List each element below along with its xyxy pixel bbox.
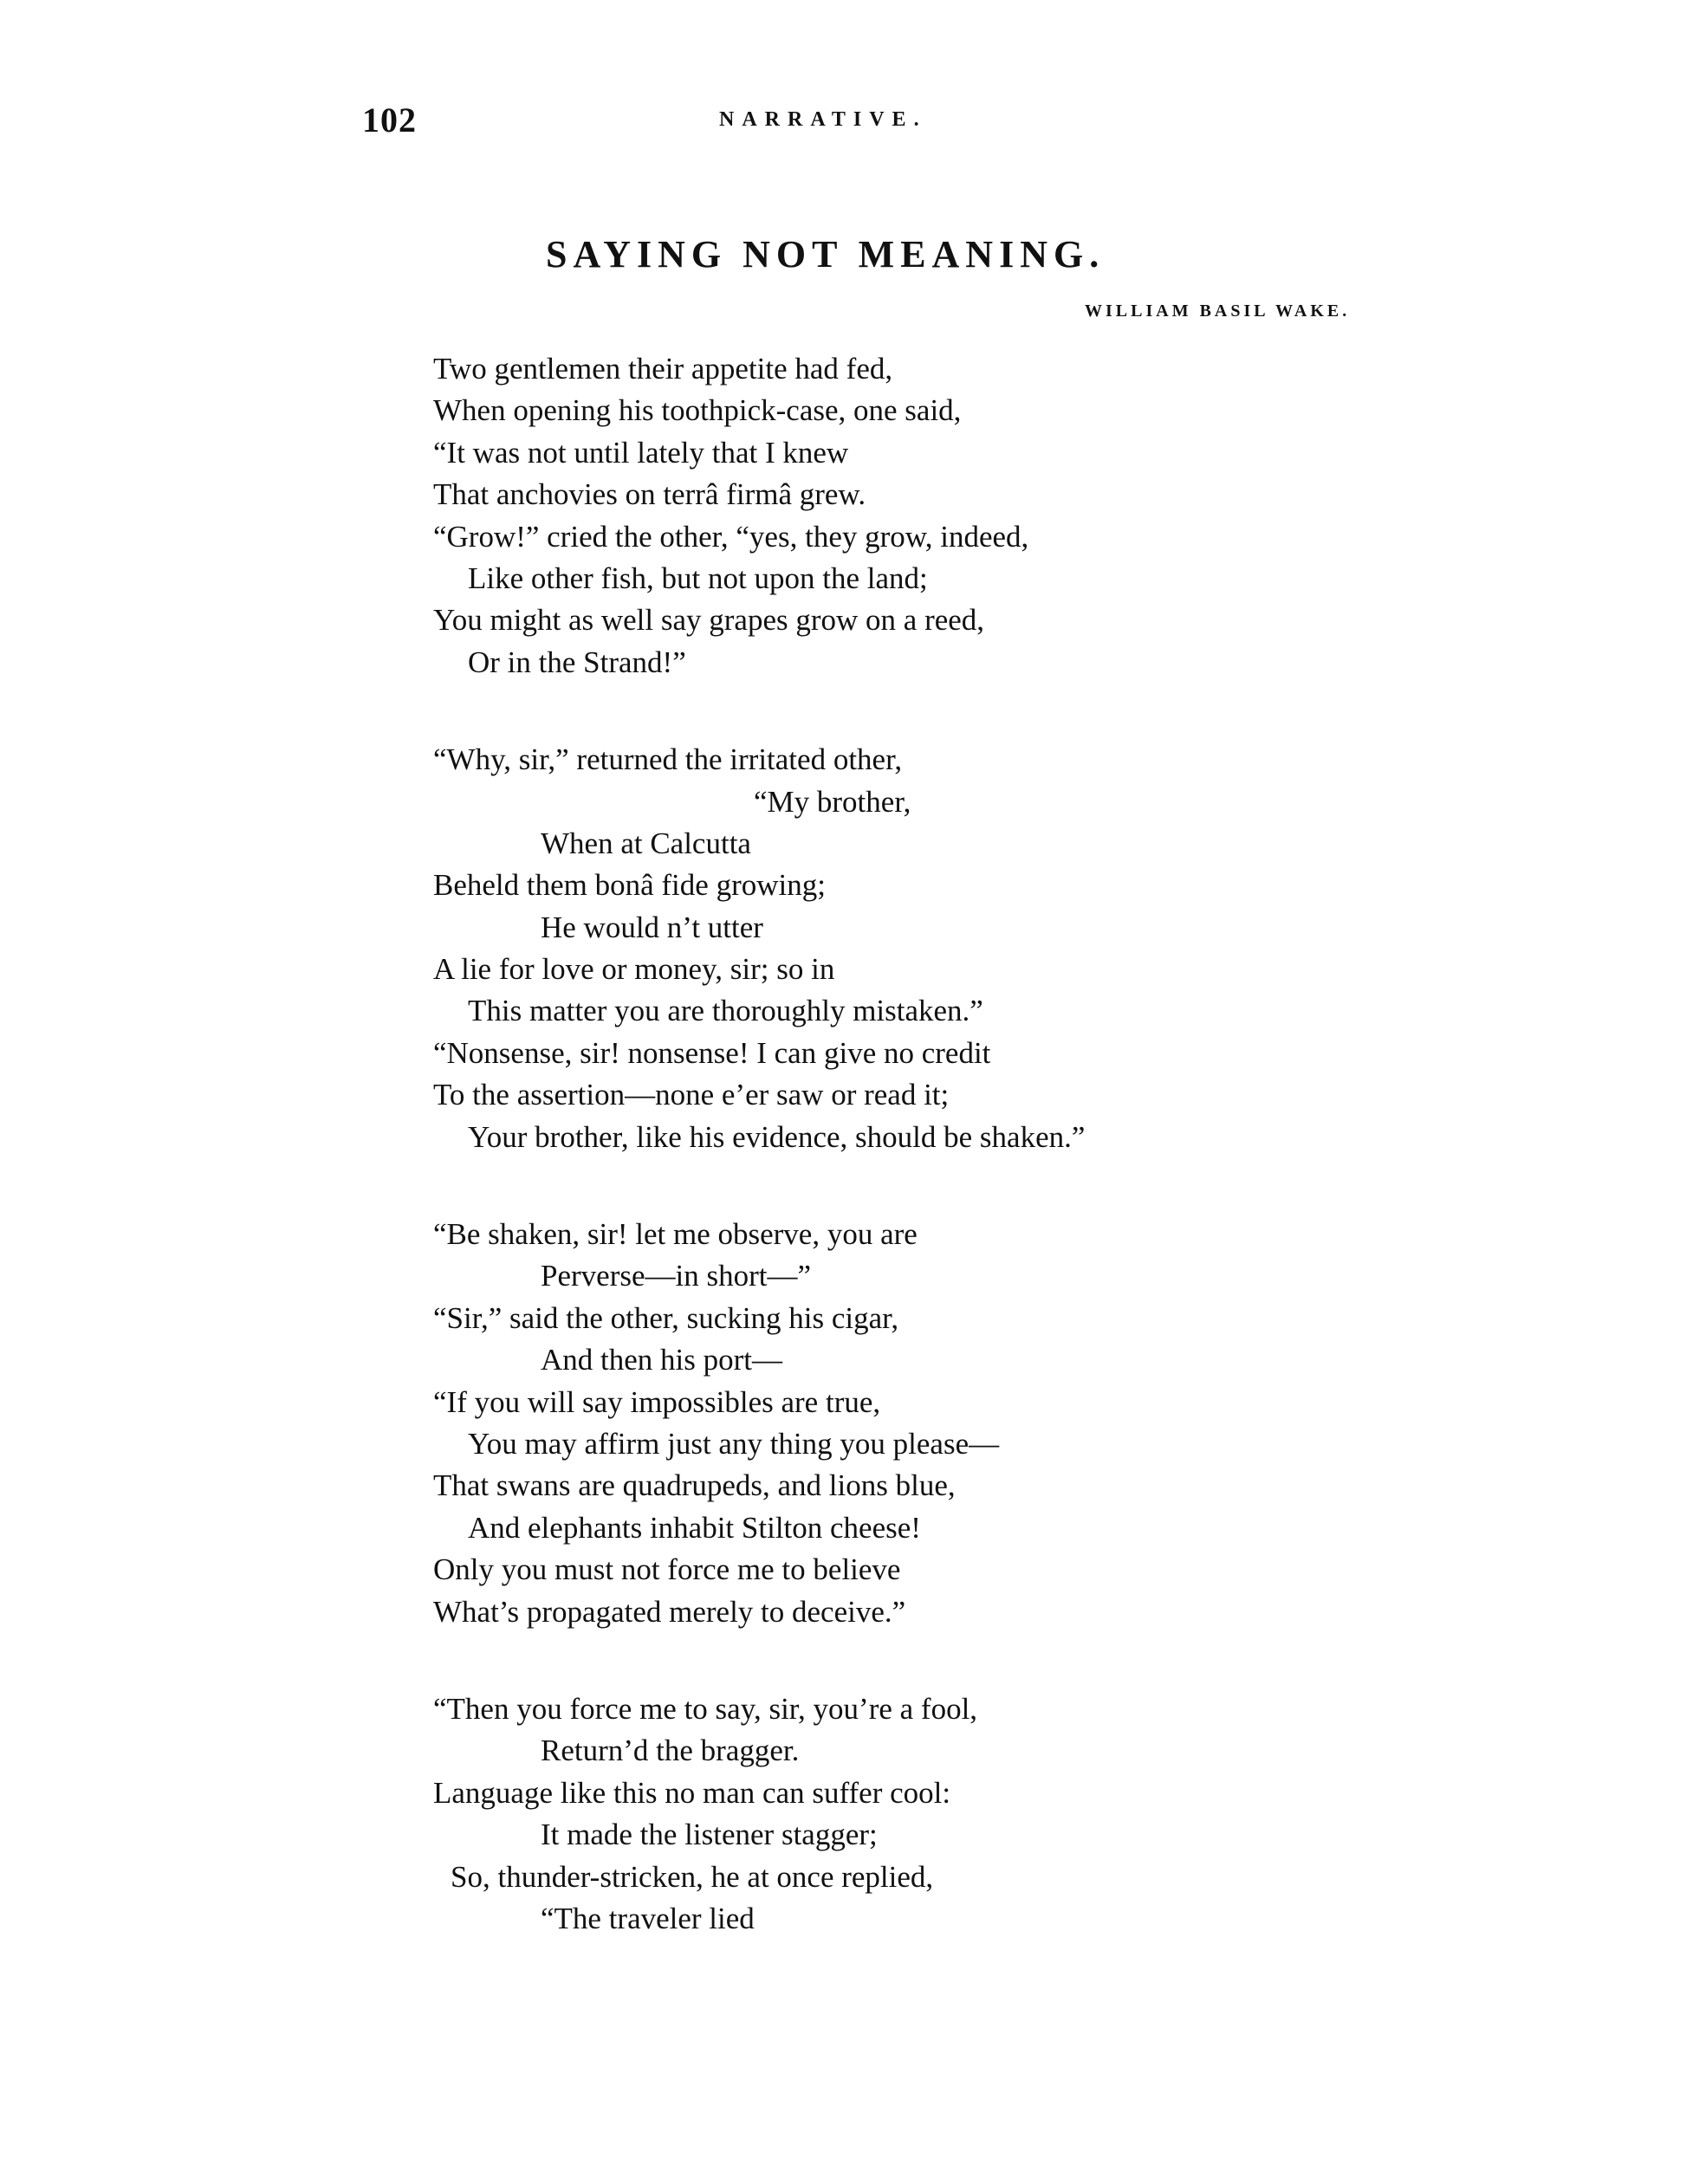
poem-line: To the assertion—none e’er saw or read it; [433, 1078, 950, 1112]
poem-line: “If you will say impossibles are true, [433, 1384, 881, 1419]
poem-line: Or in the Strand!” [468, 645, 686, 679]
poem-line: He would n’t utter [541, 910, 763, 944]
poem-line: This matter you are thoroughly mistaken.” [468, 994, 983, 1028]
poem-line: “The traveler lied [541, 1901, 755, 1935]
poem-line: Perverse—in short—” [541, 1259, 812, 1293]
poem-line: And then his port— [541, 1343, 783, 1377]
poem-line: “Grow!” cried the other, “yes, they grow, indeed, [433, 519, 1029, 554]
poem-line: “Nonsense, sir! nonsense! I can give no credit [433, 1035, 991, 1070]
poem-line: Return’d the bragger. [541, 1734, 800, 1768]
poem-line: Only you must not force me to believe [433, 1552, 901, 1587]
poem-line: Beheld them bonâ fide growing; [433, 868, 826, 903]
running-head: NARRATIVE. [719, 108, 927, 131]
poem-author: WILLIAM BASIL WAKE. [1085, 301, 1351, 321]
poem-title: SAYING NOT MEANING. [546, 233, 1106, 275]
stanza-3 [433, 1214, 1300, 1633]
poem-line: When opening his toothpick-case, one said, [433, 393, 962, 428]
poem-line: That anchovies on terrâ firmâ grew. [433, 477, 866, 512]
poem-body [433, 348, 1300, 1995]
poem-line: You might as well say grapes grow on a reed, [433, 603, 985, 638]
stanza-1 [433, 348, 1300, 684]
poem-line: That swans are quadrupeds, and lions blue, [433, 1468, 956, 1503]
poem-line: Like other fish, but not upon the land; [468, 561, 928, 595]
poem-line: You may affirm just any thing you please— [468, 1426, 1000, 1461]
poem-line: Your brother, like his evidence, should be shaken.” [468, 1119, 1086, 1154]
poem-line: So, thunder-stricken, he at once replied, [451, 1859, 934, 1894]
poem-line: “Be shaken, sir! let me observe, you are [433, 1217, 918, 1252]
poem-line: “My brother, [754, 784, 911, 819]
poem-line: It made the listener stagger; [541, 1818, 878, 1852]
poem-line: When at Calcutta [541, 826, 751, 860]
stanza-2 [433, 739, 1300, 1158]
poem-line: And elephants inhabit Stilton cheese! [468, 1510, 921, 1545]
page-number: 102 [362, 100, 417, 139]
stanza-4 [433, 1688, 1300, 1940]
poem-line: “Why, sir,” returned the irritated other, [433, 742, 903, 777]
poem-line: “Sir,” said the other, sucking his cigar, [433, 1300, 899, 1335]
poem-line: “Then you force me to say, sir, you’re a fool, [433, 1691, 978, 1726]
poem-line: Language like this no man can suffer cool: [433, 1775, 951, 1810]
poem-line: What’s propagated merely to deceive.” [433, 1594, 906, 1629]
poem-line: “It was not until lately that I knew [433, 435, 849, 470]
poem-line: A lie for love or money, sir; so in [433, 952, 835, 987]
poem-line: Two gentlemen their appetite had fed, [433, 352, 893, 386]
